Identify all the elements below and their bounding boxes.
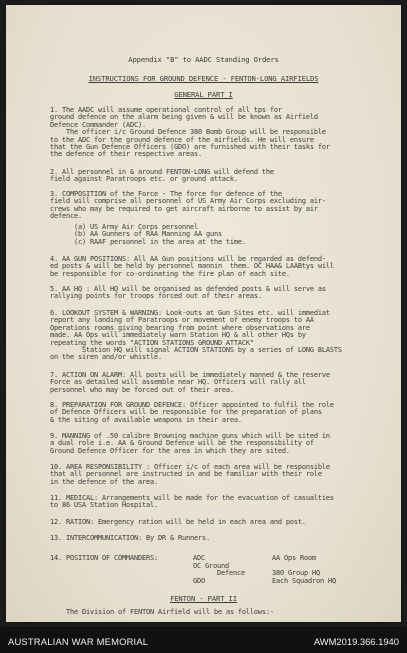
document-title: Appendix "B" to AADC Standing Orders	[128, 55, 279, 64]
paragraph-5: 5. AA HQ : All HQ will be organised as defended posts & will serve as rallying points for troops forced out of their areas.	[50, 285, 326, 301]
paragraph-3: 3. COMPOSITION of the Force - The force for defence of the field will comprise all personnel of US Army Air Corps excluding air- crews who may be required to get aircraft airborne to assist by air defence.	[50, 190, 326, 221]
document-subtitle: INSTRUCTIONS FOR GROUND DEFENCE - FENTON-LONG AIRFIELDS	[88, 74, 319, 83]
paragraph-3-list: (a) US Army Air Corps personnel (b) AA Gunners of RAA Manning AA guns (c) RAAF personnel in the area at the time.	[73, 223, 246, 246]
commanders-column: ADC OC Ground Defence GDO	[193, 554, 245, 585]
paragraph-4: 4. AA GUN POSITIONS: All AA Gun positions will be regarded as defend- ed posts & will be held by personnel mannin them. OC HAA& LAABtys will be responsible for co-ordinating the fire plan of each site.	[50, 255, 334, 278]
paragraph-13: 13. INTERCOMMUNICATION: By DR & Runners.	[50, 534, 210, 542]
locations-column: AA Ops Room 380 Group HQ Each Squadron HQ	[272, 554, 336, 585]
paragraph-6: 6. LOOKOUT SYSTEM & WARNING: Look-outs at Gun Sites etc. will immediat report any landing of Paratroops or movement of enemy troops to AA Operations rooms giving bearing from point where observations are made. AA Ops will immediately warn Station HQ & all other HQs by repeating the words "ACTION STATIONS GROUND ATTACK" Station HQ will signal ACTION STATIONS by a series of LONG BLASTS on the siren and/or whistle.	[50, 309, 342, 362]
footer-bar	[0, 627, 407, 653]
document-page	[6, 5, 401, 622]
paragraph-11: 11. MEDICAL: Arrangements will be made for the evacuation of casualties to 86 USA Station Hospital.	[50, 494, 334, 510]
paragraph-12: 12. RATION: Emergency ration will be held in each area and post.	[50, 518, 306, 526]
section-heading-part-2: FENTON - PART II	[170, 594, 237, 603]
paragraph-10: 10. AREA RESPONSIBILITY : Officer i/c of each area will be responsible that all personnel are instructed in and be familiar with their role in the defence of the area.	[50, 463, 330, 486]
section-heading-part-1: GENERAL PART I	[174, 90, 233, 99]
paragraph-7: 7. ACTION ON ALARM: All posts will be immediately manned & the reserve Force as detailed will assemble near HQ. Officers will rally all personnel who may be forced out of their area.	[50, 371, 330, 394]
institution-name: AUSTRALIAN WAR MEMORIAL	[8, 636, 149, 647]
document-text-area	[6, 5, 401, 622]
catalogue-id: AWM2019.366.1940	[313, 636, 399, 647]
position-of-commanders	[6, 555, 401, 591]
paragraph-8: 8. PREPARATION FOR GROUND DEFENCE: Officer appointed to fulfil the role of Defence Officers will be responsible for the preparation of plans & the siting of available weapons in their area.	[50, 401, 334, 424]
closing-line: The Division of FENTON Airfield will be as follows:-	[66, 608, 274, 616]
paragraph-2: 2. All personnel in & around FENTON-LONG will defend the field against Paratroops etc. or ground attack.	[50, 168, 274, 184]
paragraph-9: 9. MANNING of .50 calibre Browning machine guns which will be sited in a dual role i.e. AA & Ground Defence will be the responsibility of Ground Defence Officer for the area in which they are sited.	[50, 432, 330, 455]
position-label: 14. POSITION OF COMMANDERS:	[50, 554, 158, 562]
paragraph-1: 1. The AADC will assume operational control of all tps for ground defence on the alarm being given & will be known as Airfield Defence Commander (ADC). The officer i/c Ground Defence 380 Bomb Group will be responsible to the ADC for the ground defence of the airfields. He will ensure that the Gun Defence Officers (GDO) are furnished with their tasks for the defence of their respective areas.	[50, 106, 330, 159]
